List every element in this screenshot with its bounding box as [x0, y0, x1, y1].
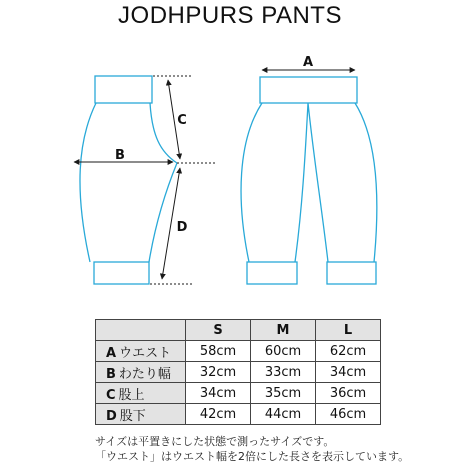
side-view-pants: [80, 76, 177, 284]
side-cuff: [94, 262, 149, 284]
table-corner-cell: [96, 320, 186, 341]
label-d: D: [176, 220, 188, 235]
table-row: [96, 383, 381, 404]
table-row: [96, 362, 381, 383]
label-a: A: [302, 55, 314, 70]
label-c: C: [177, 113, 187, 128]
table-cell: 34cm: [316, 362, 381, 383]
label-b: B: [115, 148, 125, 163]
table-cell: 46cm: [316, 404, 381, 425]
table-cell: 60cm: [251, 341, 316, 362]
row-label: [96, 383, 186, 404]
header-size-l: L: [316, 320, 381, 341]
row-key: B: [106, 366, 116, 382]
size-table: [95, 319, 381, 425]
front-left-cuff: [247, 262, 297, 284]
front-right-cuff: [327, 262, 376, 284]
table-row: [96, 404, 381, 425]
note-line: 「ウエスト」はウエスト幅を2倍にした長さを表示しています。: [95, 450, 410, 463]
side-leg-outline: [80, 103, 177, 262]
row-name: 股上: [118, 387, 145, 403]
front-waistband: [260, 77, 357, 103]
header-size-s: S: [186, 320, 251, 341]
table-cell: 58cm: [186, 341, 251, 362]
row-name: 股下: [119, 408, 146, 424]
row-name: わたり幅: [118, 366, 171, 382]
row-key: D: [106, 408, 117, 424]
table-cell: 36cm: [316, 383, 381, 404]
row-key: C: [106, 387, 116, 403]
note-line: サイズは平置きにした状態で測ったサイズです。: [95, 435, 335, 448]
table-cell: 44cm: [251, 404, 316, 425]
row-label: [96, 341, 186, 362]
page-title: JODHPURS PANTS: [118, 2, 342, 29]
row-label: [96, 362, 186, 383]
front-leg-outline: [241, 103, 377, 262]
table-cell: 42cm: [186, 404, 251, 425]
table-header-row: [96, 320, 381, 341]
table-cell: 33cm: [251, 362, 316, 383]
table-cell: 32cm: [186, 362, 251, 383]
table-cell: 34cm: [186, 383, 251, 404]
row-label: [96, 404, 186, 425]
row-key: A: [106, 345, 117, 361]
table-cell: 35cm: [251, 383, 316, 404]
front-view-pants: [241, 77, 377, 284]
side-waistband: [95, 76, 152, 103]
table-cell: 62cm: [316, 341, 381, 362]
side-dimensions: [74, 76, 215, 284]
header-size-m: M: [251, 320, 316, 341]
row-name: ウエスト: [119, 345, 172, 361]
table-row: [96, 341, 381, 362]
